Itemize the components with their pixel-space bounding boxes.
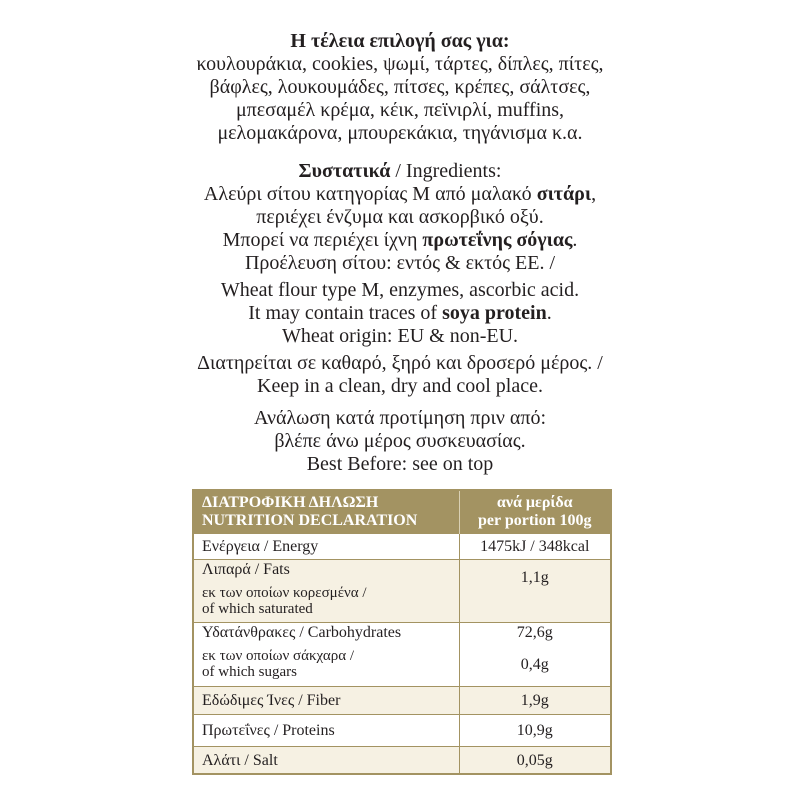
nutrient-sugars bbox=[194, 642, 459, 686]
value-salt: 0,05g bbox=[459, 747, 610, 773]
portion-header-en: per portion 100g bbox=[478, 512, 592, 529]
nutrient-fiber: Εδώδιμες Ίνες / Fiber bbox=[194, 686, 459, 714]
ingredients-line-7: Wheat origin: EU & non-EU. bbox=[281, 325, 519, 347]
ingredients-line-1 bbox=[0, 183, 800, 206]
value-sugars: 0,4g bbox=[459, 642, 610, 686]
nutrition-table bbox=[192, 489, 612, 775]
uses-line-2: βάφλες, λουκουμάδες, πίτσες, κρέπες, σάλτσες, bbox=[209, 76, 591, 98]
ingredients-heading-greek: Συστατικά bbox=[298, 160, 391, 182]
uses-line-3: μπεσαμέλ κρέμα, κέικ, πεϊνιρλί, muffins, bbox=[235, 99, 565, 121]
nutrient-fats: Λιπαρά / Fats bbox=[194, 560, 459, 580]
nutrient-proteins: Πρωτεΐνες / Proteins bbox=[194, 715, 459, 747]
nutrition-header-row bbox=[194, 491, 610, 534]
nutrition-header-en: NUTRITION DECLARATION bbox=[202, 512, 418, 529]
table-row bbox=[194, 715, 610, 747]
value-fats: 1,1g bbox=[520, 568, 549, 586]
value-energy: 1475kJ / 348kcal bbox=[459, 534, 610, 560]
nutrient-salt: Αλάτι / Salt bbox=[194, 747, 459, 773]
ingredients-line-3-text: Μπορεί να περιέχει ίχνη bbox=[222, 229, 423, 251]
value-fats-group bbox=[459, 560, 610, 622]
table-row bbox=[194, 686, 610, 714]
nutrient-energy: Ενέργεια / Energy bbox=[194, 534, 459, 560]
ingredients-heading bbox=[0, 160, 800, 183]
ingredients-line-4: Προέλευση σίτου: εντός & εκτός ΕΕ. / bbox=[244, 252, 556, 274]
best-before-line-1: Ανάλωση κατά προτίμηση πριν από: bbox=[253, 407, 547, 429]
nutrient-saturated-gr: εκ των οποίων κορεσμένα / bbox=[202, 584, 367, 601]
nutrient-saturated-en: of which saturated bbox=[202, 600, 313, 617]
uses-line-4: μελομακάρονα, μπουρεκάκια, τηγάνισμα κ.α. bbox=[217, 122, 583, 144]
table-row bbox=[194, 534, 610, 560]
nutrient-sugars-en: of which sugars bbox=[202, 664, 297, 681]
value-carbohydrates: 72,6g bbox=[459, 622, 610, 642]
allergen-soya-gr: πρωτεΐνης σόγιας bbox=[422, 229, 573, 251]
ingredients-line-1-text: Αλεύρι σίτου κατηγορίας Μ από μαλακό bbox=[203, 183, 537, 205]
ingredients-line-6-end: . bbox=[546, 302, 552, 324]
allergen-soya-en: soya protein bbox=[442, 302, 547, 324]
nutrient-carbohydrates: Υδατάνθρακες / Carbohydrates bbox=[194, 622, 459, 642]
uses-line-1: κουλουράκια, cookies, ψωμί, τάρτες, δίπλες, πίτες, bbox=[196, 53, 604, 75]
best-before-section bbox=[0, 407, 800, 476]
ingredients-line-3 bbox=[0, 229, 800, 252]
table-row bbox=[194, 747, 610, 773]
ingredients-section bbox=[0, 160, 800, 398]
table-row bbox=[194, 560, 610, 580]
nutrition-header-gr: ΔΙΑΤΡΟΦΙΚΗ ΔΗΛΩΣΗ bbox=[202, 494, 379, 511]
ingredients-line-6 bbox=[0, 302, 800, 325]
table-row bbox=[194, 642, 610, 686]
best-before-line-2: βλέπε άνω μέρος συσκευασίας. bbox=[274, 430, 526, 452]
portion-header-gr: ανά μερίδα bbox=[496, 494, 573, 511]
ingredients-line-3-end: . bbox=[572, 229, 578, 251]
ingredients-line-6-text: It may contain traces of bbox=[248, 302, 443, 324]
storage-line-gr: Διατηρείται σε καθαρό, ξηρό και δροσερό μέρος. / bbox=[197, 352, 603, 374]
storage-line-en: Keep in a clean, dry and cool place. bbox=[257, 375, 543, 397]
ingredients-line-1-end: , bbox=[591, 183, 597, 205]
nutrient-sugars-gr: εκ των οποίων σάκχαρα / bbox=[202, 648, 355, 665]
allergen-wheat-gr: σιτάρι bbox=[536, 183, 592, 205]
value-proteins: 10,9g bbox=[459, 715, 610, 747]
nutrient-saturated bbox=[194, 580, 459, 622]
table-row bbox=[194, 622, 610, 642]
best-before-line-3: Best Before: see on top bbox=[306, 453, 494, 475]
nutrition-header-label bbox=[194, 491, 459, 534]
nutrition-header-portion bbox=[459, 491, 610, 534]
ingredients-heading-english: / Ingredients: bbox=[390, 160, 502, 182]
uses-heading: Η τέλεια επιλογή σας για: bbox=[290, 30, 510, 52]
ingredients-line-5: Wheat flour type M, enzymes, ascorbic acid. bbox=[220, 279, 580, 301]
ingredients-line-2: περιέχει ένζυμα και ασκορβικό οξύ. bbox=[256, 206, 544, 228]
uses-section bbox=[0, 30, 800, 145]
value-fiber: 1,9g bbox=[459, 686, 610, 714]
